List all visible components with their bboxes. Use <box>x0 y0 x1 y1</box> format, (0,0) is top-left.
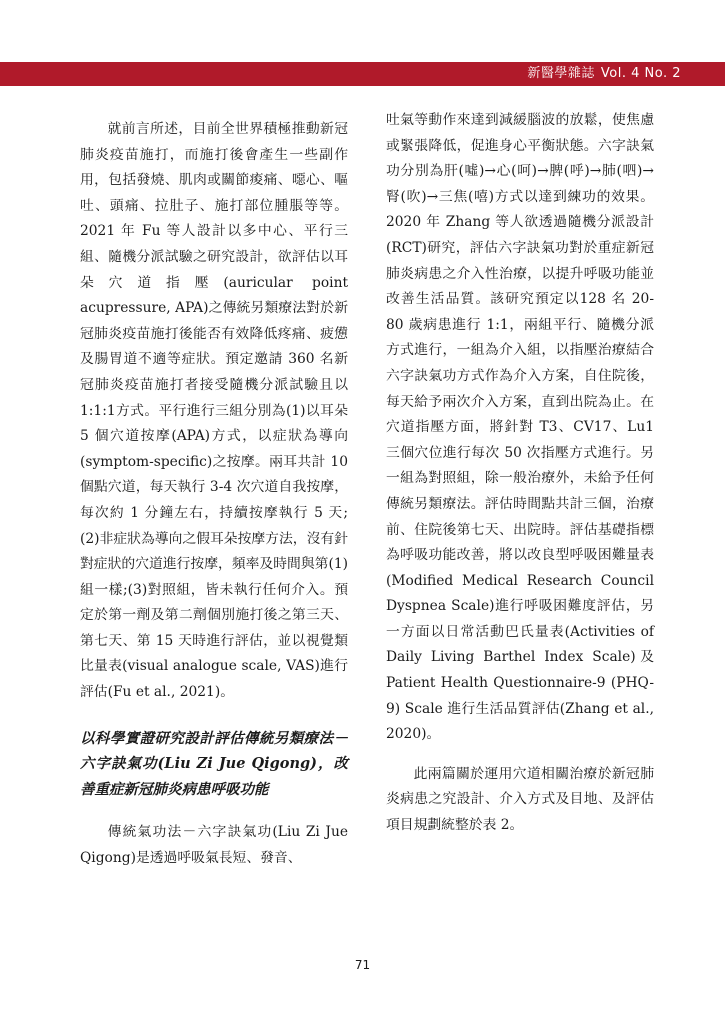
journal-title: 新醫學雜誌 <box>527 66 595 81</box>
left-paragraph-2: 傳統氣功法－六字訣氣功(Liu Zi Jue Qigong)是透過呼吸氣長短、發音、 <box>80 824 348 867</box>
right-paragraph-1: 吐氣等動作來達到減緩腦波的放鬆，使焦慮或緊張降低，促進身心平衡狀態。六字訣氣功分別為肝(噓)→心(呵)→脾(呼)→肺(呬)→腎(吹)→三焦(嘻)方式以達到練功的效果。2020 年 Zhang 等人欲透過隨機分派設計(RCT)研究，評估六字訣氣功對於重症新冠肺炎病患之介入性治療，以提升呼吸功能並改善生活品質。該研究預定以128 名 20-80 歲病患進行 1:1，兩組平行、隨機分派方式進行，一組為介入組，以指壓治療結合六字訣氣功方式作為介入方案，自住院後，每天給予兩次介入方案，直到出院為止。在穴道指壓方面，將針對 T3、CV17、Lu1 三個穴位進行每次 50 次指壓方式進行。另一組為對照組，除一般治療外，未給予任何傳統另類療法。評估時間點共計三個，治療前、住院後第七天、出院時。評估基礎指標為呼吸功能改善，將以改良型呼吸困難量表(Modified Medical Research Council Dyspnea Scale)進行呼吸困難度評估，另一方面以日常活動巴氏量表(Activities of Daily Living Barthel Index Scale)及 Patient Health Questionnaire-9 (PHQ-9) Scale 進行生活品質評估(Zhang et al., 2020)。 <box>386 112 654 743</box>
journal-volume: Vol. 4 No. 2 <box>600 66 681 81</box>
section-heading: 以科學實證研究設計評估傳統另類療法－六字訣氣功(Liu Zi Jue Qigong)，改善重症新冠肺炎病患呼吸功能 <box>80 729 348 798</box>
journal-header <box>527 62 681 86</box>
page-number: 71 <box>354 958 371 972</box>
left-paragraph-1: 就前言所述，目前全世界積極推動新冠肺炎疫苗施打，而施打後會產生一些副作用，包括發燒、肌肉或關節痠痛、噁心、嘔吐、頭痛、拉肚子、施打部位腫脹等等。2021 年 Fu 等人設計以多中心、平行三組、隨機分派試驗之研究設計，欲評估以耳朵穴道指壓(auricular point acupressure, APA)之傳統另類療法對於新冠肺炎疫苗施打後能否有效降低疼痛、疲憊及腸胃道不適等症狀。預定邀請 360 名新冠肺炎疫苗施打者接受隨機分派試驗且以1:1:1方式。平行進行三組分別為(1)以耳朵 5 個穴道按摩(APA)方式，以症狀為導向(symptom-specific)之按摩。兩耳共計 10 個點穴道，每天執行 3-4 次穴道自我按摩，每次約 1 分鐘左右，持續按摩執行 5 天; (2)非症狀為導向之假耳朵按摩方法，沒有針對症狀的穴道進行按摩，頻率及時間與第(1)組一樣;(3)對照組，皆未執行任何介入。預定於第一劑及第二劑個別施打後之第三天、第七天、第 15 天時進行評估，並以視覺類比量表(visual analogue scale, VAS)進行評估(Fu et al., 2021)。 <box>80 121 348 701</box>
left-column <box>80 117 348 872</box>
right-paragraph-2: 此兩篇關於運用穴道相關治療於新冠肺炎病患之究設計、介入方式及目地、及評估項目規劃統整於表 2。 <box>386 765 654 834</box>
right-column <box>386 108 654 839</box>
